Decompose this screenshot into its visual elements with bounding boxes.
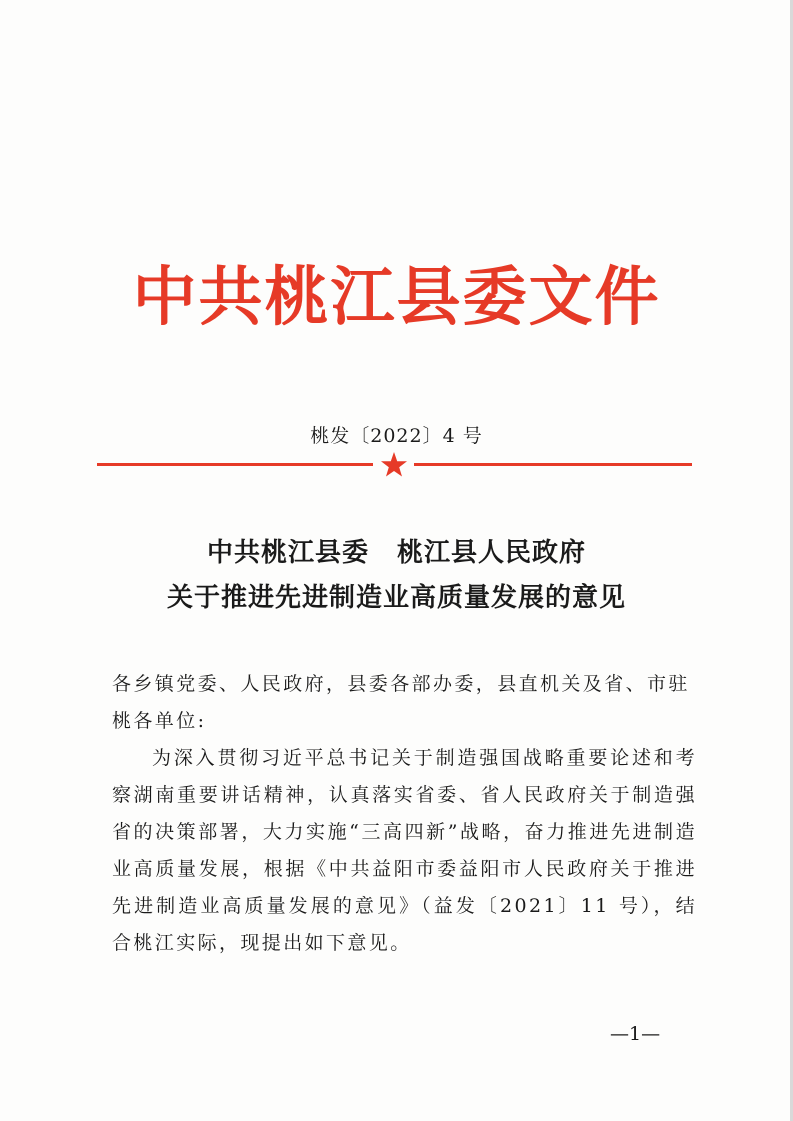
star-icon	[379, 450, 409, 480]
red-divider-left	[97, 463, 373, 466]
issuer-party-committee: 中共桃江县委	[206, 538, 369, 568]
issuer-government: 桃江县人民政府	[397, 538, 587, 568]
body-paragraph: 为深入贯彻习近平总书记关于制造强国战略重要论述和考察湖南重要讲话精神，认真落实省委、省人民政府关于制造强省的决策部署，大力实施“三高四新”战略，奋力推进先进制造业高质量发展，根据《中共益阳市委益阳市人民政府关于推进先进制造业高质量发展的意见》（益发〔2021〕11 号），结合桃江实际，现提出如下意见。	[112, 747, 697, 954]
page-number: —1—	[610, 1023, 661, 1045]
red-divider-right	[414, 463, 692, 466]
document-title-issuers	[0, 535, 793, 571]
masthead: 中共桃江县委文件	[132, 260, 661, 335]
salutation: 各乡镇党委、人民政府，县委各部办委，县直机关及省、市驻桃各单位:	[112, 673, 690, 732]
document-number: 桃发〔2022〕4 号	[310, 425, 483, 447]
document-title: 关于推进先进制造业高质量发展的意见	[166, 583, 626, 613]
